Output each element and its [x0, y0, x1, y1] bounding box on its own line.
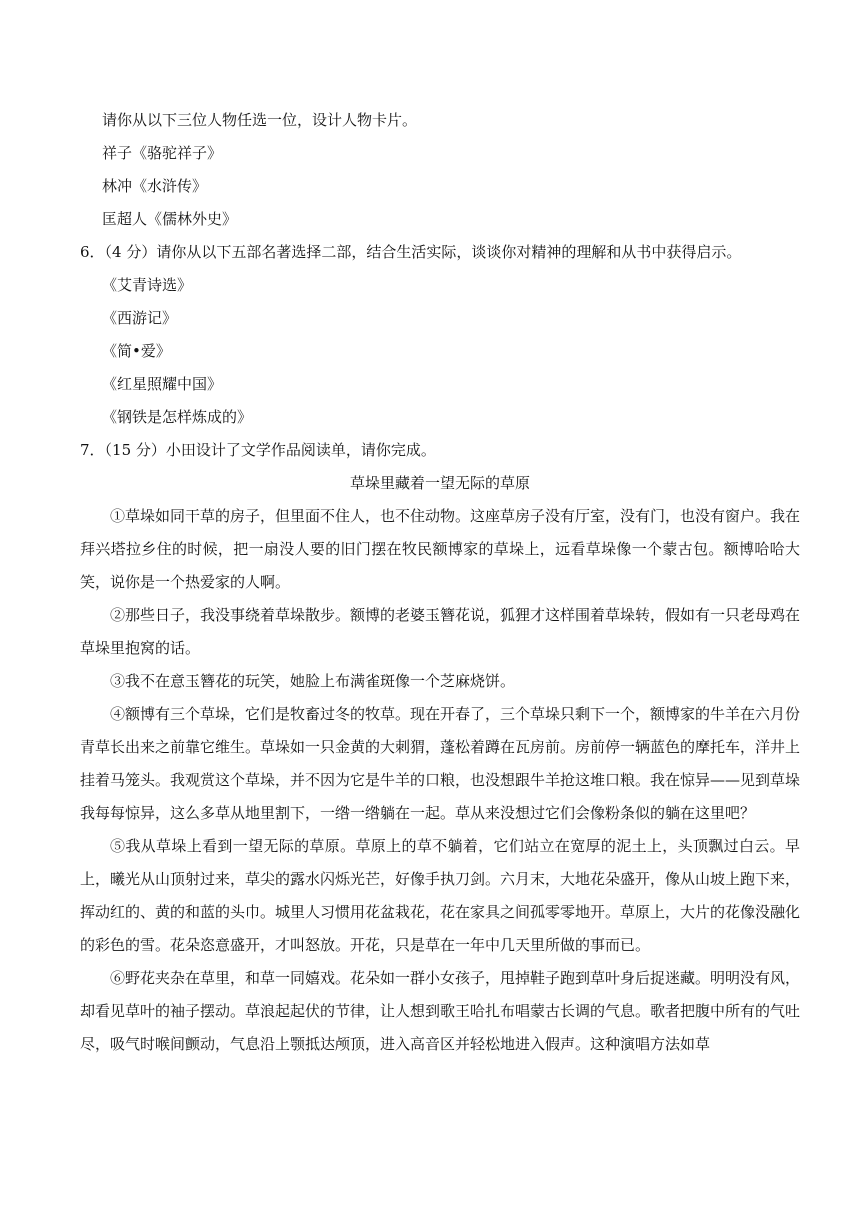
- q6-book-gangtie: 《钢铁是怎样炼成的》: [102, 408, 253, 426]
- q5-option-xiangzi: 祥子《骆驼祥子》: [102, 144, 223, 162]
- article-title: 草垛里藏着一望无际的草原: [349, 474, 530, 492]
- q5-option-linchong: 林冲《水浒传》: [102, 177, 208, 195]
- q6-stem: 6．（4 分）请你从以下五部名著选择二部，结合生活实际，谈谈你对精神的理解和从书中获得启示。: [80, 243, 742, 261]
- q6-book-aiqing: 《艾青诗选》: [102, 276, 193, 294]
- q6-book-jianai: 《简•爱》: [102, 342, 171, 360]
- q6-book-hongxing: 《红星照耀中国》: [102, 375, 223, 393]
- article-paragraph-4: ④额博有三个草垛，它们是牧畜过冬的牧草。现在开春了，三个草垛只剩下一个，额博家的牛羊在六月份青草长出来之前靠它维生。草垛如一只金黄的大刺猬，蓬松着蹲在瓦房前。房前停一辆蓝色的摩托车，洋井上挂着马笼头。我观赏这个草垛，并不因为它是牛羊的口粮，也没想跟牛羊抢这堆口粮。我在惊异——见到草垛我每每惊异，这么多草从地里割下，一绺一绺躺在一起。草从来没想过它们会像粉条似的躺在这里吧？: [80, 705, 801, 822]
- q7-stem: 7．（15 分）小田设计了文学作品阅读单，请你完成。: [80, 441, 436, 459]
- page-content: [80, 104, 800, 1061]
- article-paragraph-5: ⑤我从草垛上看到一望无际的草原。草原上的草不躺着，它们站立在宽厚的泥土上，头顶飘过白云。早上，曦光从山顶射过来，草尖的露水闪烁光芒，好像手执刀剑。六月末，大地花朵盛开，像从山坡上跑下来，挥动红的、黄的和蓝的头巾。城里人习惯用花盆栽花，花在家具之间孤零零地开。草原上，大片的花像没融化的彩色的雪。花朵恣意盛开，才叫怒放。开花，只是草在一年中几天里所做的事而已。: [80, 837, 801, 954]
- article-paragraph-2: ②那些日子，我没事绕着草垛散步。额博的老婆玉簪花说，狐狸才这样围着草垛转，假如有一只老母鸡在草垛里抱窝的话。: [80, 606, 801, 657]
- article-paragraph-1: ①草垛如同干草的房子，但里面不住人，也不住动物。这座草房子没有厅室，没有门，也没有窗户。我在拜兴塔拉乡住的时候，把一扇没人要的旧门摆在牧民额博家的草垛上，远看草垛像一个蒙古包。额博哈哈大笑，说你是一个热爱家的人啊。: [80, 507, 801, 591]
- article-paragraph-6: ⑥野花夹杂在草里，和草一同嬉戏。花朵如一群小女孩子，甩掉鞋子跑到草叶身后捉迷藏。明明没有风，却看见草叶的袖子摆动。草浪起起伏的节律，让人想到歌王哈扎布唱蒙古长调的气息。歌者把腹中所有的气吐尽，吸气时喉间颤动，气息沿上颚抵达颅顶，进入高音区并轻松地进入假声。这种演唱方法如草: [80, 969, 801, 1053]
- article-paragraph-3: ③我不在意玉簪花的玩笑，她脸上布满雀斑像一个芝麻烧饼。: [110, 672, 516, 690]
- q6-book-xiyouji: 《西游记》: [102, 309, 178, 327]
- q5-option-kuangchaoren: 匡超人《儒林外史》: [102, 210, 238, 228]
- q5-intro: 请你从以下三位人物任选一位，设计人物卡片。: [102, 111, 418, 129]
